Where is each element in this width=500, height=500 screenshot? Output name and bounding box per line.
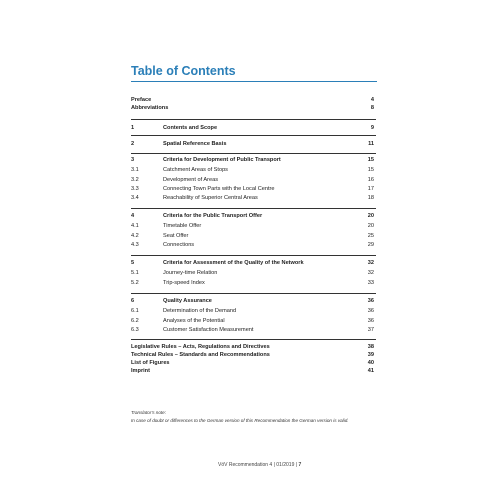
toc-entry-label: List of Figures bbox=[131, 360, 170, 366]
toc-subsection-number: 5.2 bbox=[131, 280, 139, 286]
toc-subsection-page: 20 bbox=[367, 223, 374, 229]
toc-section-number: 1 bbox=[131, 125, 135, 131]
toc-subsection-page: 29 bbox=[367, 242, 374, 248]
toc-section-label: Quality Assurance bbox=[163, 298, 212, 304]
toc-entry-label: Technical Rules – Standards and Recommendations bbox=[131, 352, 270, 358]
toc-section-page: 36 bbox=[367, 298, 374, 304]
toc-subsection-label: Analyses of the Potential bbox=[163, 318, 225, 324]
translator-note-heading: Translator's note: bbox=[131, 410, 167, 415]
page-title: Table of Contents bbox=[131, 64, 236, 78]
toc-subsection-label: Connecting Town Parts with the Local Centre bbox=[163, 186, 275, 192]
section-rule bbox=[131, 339, 376, 340]
toc-subsection-number: 6.1 bbox=[131, 308, 139, 314]
toc-section-label: Spatial Reference Basis bbox=[163, 141, 227, 147]
toc-subsection-number: 3.3 bbox=[131, 186, 139, 192]
toc-subsection bbox=[131, 194, 374, 203]
toc-subsection bbox=[131, 269, 374, 278]
toc-entry-page: 40 bbox=[367, 360, 374, 366]
toc-subsection bbox=[131, 222, 374, 231]
toc-subsection-label: Determination of the Demand bbox=[163, 308, 237, 314]
toc-section-page: 20 bbox=[367, 213, 374, 219]
toc-section bbox=[131, 124, 374, 133]
toc-subsection-label: Journey-time Relation bbox=[163, 270, 218, 276]
translator-note-text: In case of doubt or differences to the German version of this Recommendation the German version is valid. bbox=[131, 418, 349, 423]
toc-subsection-page: 33 bbox=[367, 280, 374, 286]
toc-subsection bbox=[131, 176, 374, 185]
toc-subsection-number: 4.1 bbox=[131, 223, 139, 229]
toc-subsection-number: 3.4 bbox=[131, 195, 139, 201]
toc-subsection bbox=[131, 185, 374, 194]
section-rule bbox=[131, 135, 376, 136]
toc-subsection bbox=[131, 307, 374, 316]
toc-subsection-label: Customer Satisfaction Measurement bbox=[163, 327, 254, 333]
toc-entry bbox=[131, 104, 374, 113]
toc-subsection-label: Development of Areas bbox=[163, 177, 219, 183]
toc-subsection-label: Seat Offer bbox=[163, 233, 189, 239]
toc-section bbox=[131, 140, 374, 149]
toc-entry-page: 38 bbox=[367, 344, 374, 350]
toc-section bbox=[131, 297, 374, 306]
toc-entry-page: 4 bbox=[370, 97, 374, 103]
toc-subsection bbox=[131, 326, 374, 335]
toc-subsection bbox=[131, 166, 374, 175]
toc-section bbox=[131, 259, 374, 268]
toc-section-number: 3 bbox=[131, 157, 135, 163]
toc-subsection bbox=[131, 317, 374, 326]
toc-section-label: Criteria for the Public Transport Offer bbox=[163, 213, 263, 219]
toc-section-number: 2 bbox=[131, 141, 135, 147]
toc-section-number: 6 bbox=[131, 298, 135, 304]
toc-section-page: 11 bbox=[368, 141, 374, 147]
toc-subsection-number: 4.2 bbox=[131, 233, 139, 239]
toc-subsection-page: 36 bbox=[367, 308, 374, 314]
toc-entry-label: Legislative Rules – Acts, Regulations and Directives bbox=[131, 344, 270, 350]
toc-entry-label: Imprint bbox=[131, 368, 150, 374]
toc-subsection bbox=[131, 279, 374, 288]
toc-section-page: 32 bbox=[367, 260, 374, 266]
toc-subsection-number: 3.1 bbox=[131, 167, 139, 173]
toc-subsection bbox=[131, 232, 374, 241]
footer-text: VöV Recommendation 4 | 01/2019 | bbox=[218, 462, 298, 468]
section-rule bbox=[131, 208, 376, 209]
toc-entry-page: 41 bbox=[367, 368, 374, 374]
toc-section-label: Criteria for Development of Public Transport bbox=[163, 157, 281, 163]
toc-section bbox=[131, 212, 374, 221]
toc-subsection-label: Trip-speed Index bbox=[163, 280, 205, 286]
toc-subsection-label: Reachability of Superior Central Areas bbox=[163, 195, 258, 201]
toc-section bbox=[131, 156, 374, 165]
toc-entry bbox=[131, 367, 374, 376]
toc-subsection-page: 17 bbox=[367, 186, 374, 192]
toc-subsection-number: 3.2 bbox=[131, 177, 139, 183]
toc-subsection-page: 32 bbox=[367, 270, 374, 276]
toc-section-number: 4 bbox=[131, 213, 135, 219]
toc-subsection-number: 6.3 bbox=[131, 327, 139, 333]
toc-section-page: 9 bbox=[370, 125, 374, 131]
toc-section-label: Criteria for Assessment of the Quality of the Network bbox=[163, 260, 304, 266]
title-rule bbox=[131, 81, 377, 82]
toc-subsection-page: 18 bbox=[367, 195, 374, 201]
section-rule bbox=[131, 255, 376, 256]
toc-subsection-page: 37 bbox=[367, 327, 374, 333]
toc-entry-page: 8 bbox=[370, 105, 374, 111]
toc-entry-page: 39 bbox=[367, 352, 374, 358]
section-rule bbox=[131, 293, 376, 294]
toc-subsection-number: 5.1 bbox=[131, 270, 139, 276]
toc-subsection-number: 6.2 bbox=[131, 318, 139, 324]
toc-entry-label: Preface bbox=[131, 97, 152, 103]
toc-section-number: 5 bbox=[131, 260, 135, 266]
toc-section-label: Contents and Scope bbox=[163, 125, 218, 131]
toc-subsection-page: 25 bbox=[367, 233, 374, 239]
toc-subsection-label: Timetable Offer bbox=[163, 223, 202, 229]
toc-section-page: 15 bbox=[367, 157, 374, 163]
toc-subsection-number: 4.3 bbox=[131, 242, 139, 248]
toc-subsection-page: 36 bbox=[367, 318, 374, 324]
toc-subsection-label: Catchment Areas of Stops bbox=[163, 167, 228, 173]
footer-page-number: 7 bbox=[298, 462, 302, 468]
toc-subsection-label: Connections bbox=[163, 242, 195, 248]
page-footer bbox=[218, 462, 301, 468]
section-rule bbox=[131, 153, 376, 154]
toc-subsection-page: 15 bbox=[367, 167, 374, 173]
section-rule bbox=[131, 119, 376, 120]
toc-subsection bbox=[131, 241, 374, 250]
toc-subsection-page: 16 bbox=[367, 177, 374, 183]
toc-entry-label: Abbreviations bbox=[131, 105, 169, 111]
